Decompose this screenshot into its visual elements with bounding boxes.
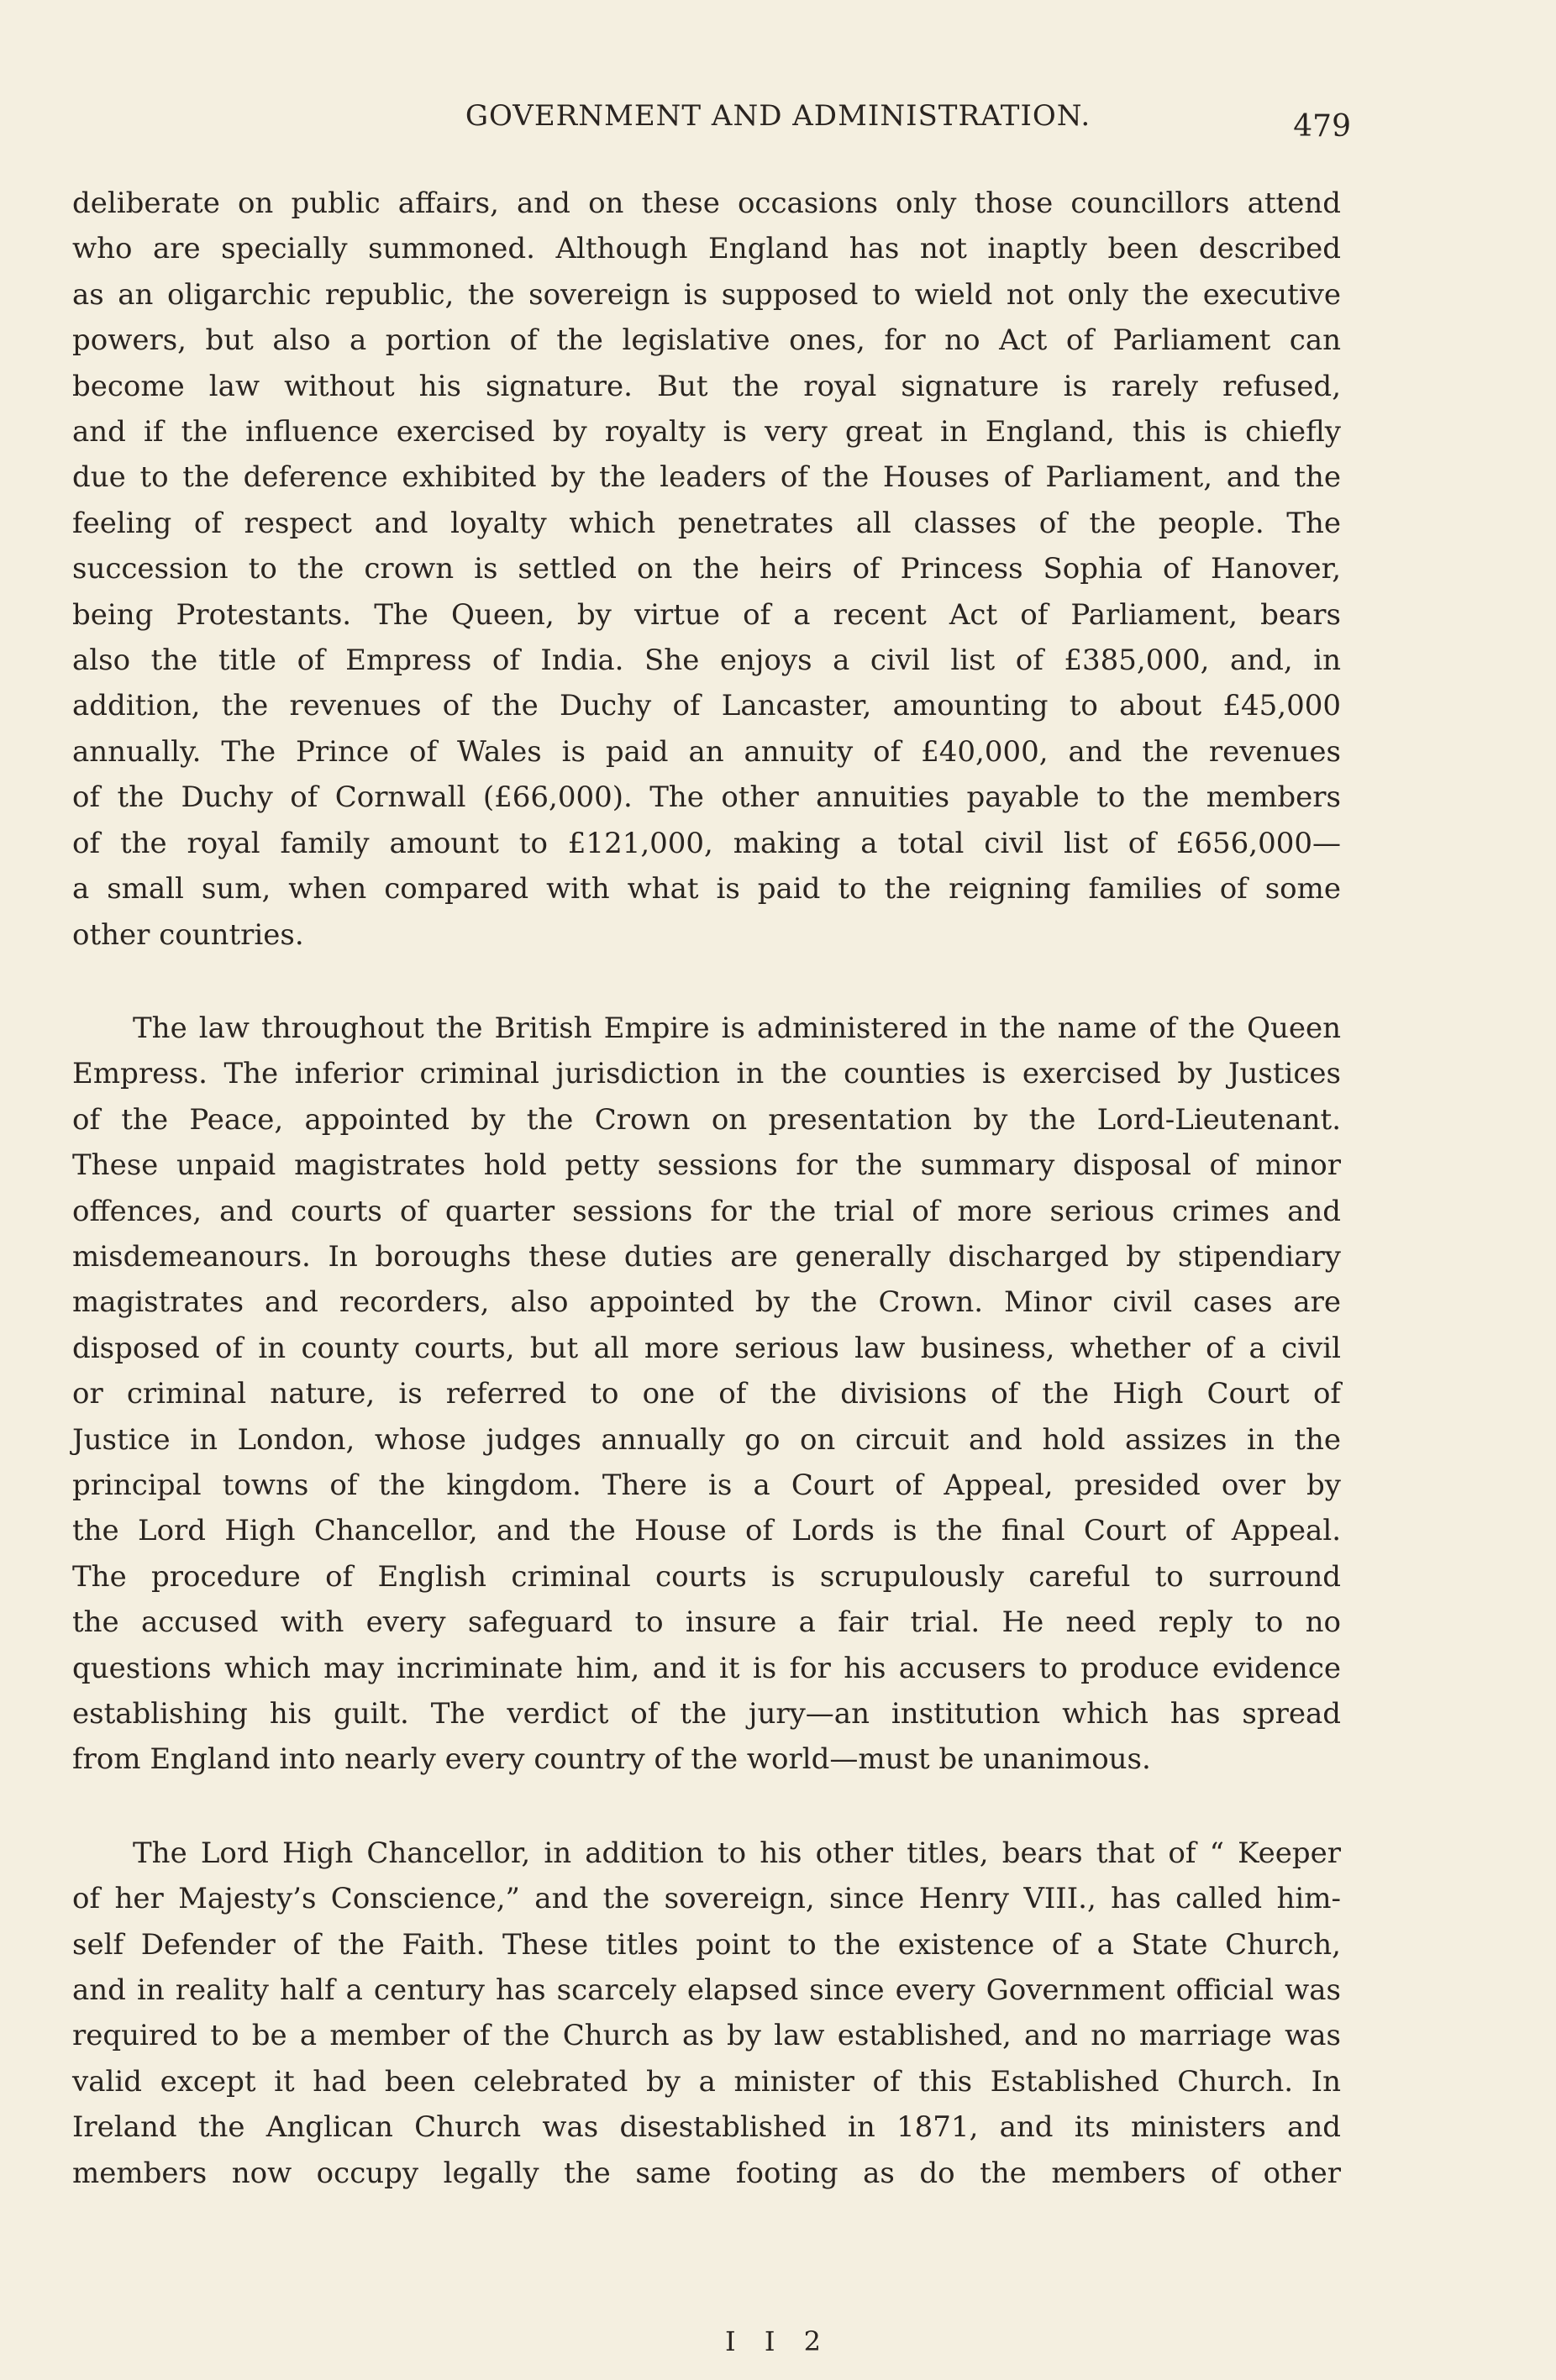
text-line: addition, the revenues of the Duchy of Lancaster, amounting to about £45,000 bbox=[72, 689, 1341, 723]
text-line: the accused with every safeguard to insure a fair trial. He need reply to no bbox=[72, 1605, 1341, 1640]
text-line: establishing his guilt. The verdict of the jury—an institution which has spread bbox=[72, 1697, 1341, 1731]
paragraph-1 bbox=[72, 181, 1341, 958]
text-line: due to the deference exhibited by the leaders of the Houses of Parliament, and the bbox=[72, 460, 1341, 495]
text-line: of the royal family amount to £121,000, making a total civil list of £656,000— bbox=[72, 826, 1341, 860]
text-line: the Lord High Chancellor, and the House of Lords is the final Court of Appeal. bbox=[72, 1514, 1341, 1548]
text-line: annually. The Prince of Wales is paid an annuity of £40,000, and the revenues bbox=[72, 734, 1341, 769]
text-line: from England into nearly every country of the world—must be unanimous. bbox=[72, 1742, 1151, 1777]
text-line: The Lord High Chancellor, in addition to his other titles, bears that of “ Keeper bbox=[133, 1836, 1341, 1870]
paragraph-2 bbox=[72, 1006, 1341, 1783]
text-line: valid except it had been celebrated by a minister of this Established Church. In bbox=[72, 2064, 1341, 2099]
text-line: of her Majesty’s Conscience,” and the sovereign, since Henry VIII., has called him- bbox=[72, 1882, 1341, 1916]
text-line: powers, but also a portion of the legislative ones, for no Act of Parliament can bbox=[72, 323, 1341, 358]
text-line: who are specially summoned. Although England has not inaptly been described bbox=[72, 232, 1341, 266]
text-line: as an oligarchic republic, the sovereign is supposed to wield not only the executive bbox=[72, 277, 1341, 312]
text-line: of the Peace, appointed by the Crown on presentation by the Lord-Lieutenant. bbox=[72, 1102, 1341, 1137]
text-line: and if the influence exercised by royalty is very great in England, this is chiefly bbox=[72, 415, 1341, 449]
text-line: feeling of respect and loyalty which penetrates all classes of the people. The bbox=[72, 506, 1341, 540]
running-head: GOVERNMENT AND ADMINISTRATION. bbox=[465, 99, 1091, 133]
text-line: a small sum, when compared with what is paid to the reigning families of some bbox=[72, 872, 1341, 906]
text-line: misdemeanours. In boroughs these duties are generally discharged by stipendiary bbox=[72, 1239, 1341, 1274]
text-line: The law throughout the British Empire is administered in the name of the Queen bbox=[133, 1011, 1341, 1045]
text-line: succession to the crown is settled on the heirs of Princess Sophia of Hanover, bbox=[72, 552, 1341, 586]
text-line: Empress. The inferior criminal jurisdiction in the counties is exercised by Justices bbox=[72, 1057, 1341, 1091]
text-line: required to be a member of the Church as by law established, and no marriage was bbox=[72, 2019, 1341, 2053]
page-number: 479 bbox=[1293, 109, 1351, 144]
text-line: These unpaid magistrates hold petty sessions for the summary disposal of minor bbox=[72, 1148, 1341, 1183]
text-line: also the title of Empress of India. She enjoys a civil list of £385,000, and, in bbox=[72, 644, 1341, 678]
body-text bbox=[72, 181, 1341, 2196]
text-line: or criminal nature, is referred to one of the divisions of the High Court of bbox=[72, 1377, 1341, 1411]
text-line: Justice in London, whose judges annually go on circuit and hold assizes in the bbox=[72, 1422, 1341, 1457]
text-line: members now occupy legally the same footing as do the members of other bbox=[72, 2156, 1341, 2190]
paragraph-gap bbox=[72, 1783, 1341, 1831]
paragraph-gap bbox=[72, 958, 1341, 1006]
text-line: Ireland the Anglican Church was disestablished in 1871, and its ministers and bbox=[72, 2110, 1341, 2145]
text-line: disposed of in county courts, but all more serious law business, whether of a civil bbox=[72, 1331, 1341, 1365]
text-line: being Protestants. The Queen, by virtue of a recent Act of Parliament, bears bbox=[72, 597, 1341, 632]
text-line: self Defender of the Faith. These titles point to the existence of a State Church, bbox=[72, 1927, 1341, 1962]
text-line: questions which may incriminate him, and it is for his accusers to produce evidence bbox=[72, 1651, 1341, 1685]
paragraph-3 bbox=[72, 1831, 1341, 2196]
signature-mark: I I 2 bbox=[725, 2325, 831, 2357]
text-line: magistrates and recorders, also appointed by the Crown. Minor civil cases are bbox=[72, 1285, 1341, 1320]
text-line: and in reality half a century has scarcely elapsed since every Government official was bbox=[72, 1973, 1341, 2008]
text-line: The procedure of English criminal courts is scrupulously careful to surround bbox=[72, 1559, 1341, 1594]
text-line: deliberate on public affairs, and on these occasions only those councillors attend bbox=[72, 187, 1341, 220]
text-line: become law without his signature. But the royal signature is rarely refused, bbox=[72, 369, 1341, 403]
text-line: offences, and courts of quarter sessions for the trial of more serious crimes and bbox=[72, 1194, 1341, 1228]
text-line: principal towns of the kingdom. There is a Court of Appeal, presided over by bbox=[72, 1468, 1341, 1502]
text-line: of the Duchy of Cornwall (£66,000). The other annuities payable to the members bbox=[72, 780, 1341, 815]
text-line: other countries. bbox=[72, 917, 304, 952]
